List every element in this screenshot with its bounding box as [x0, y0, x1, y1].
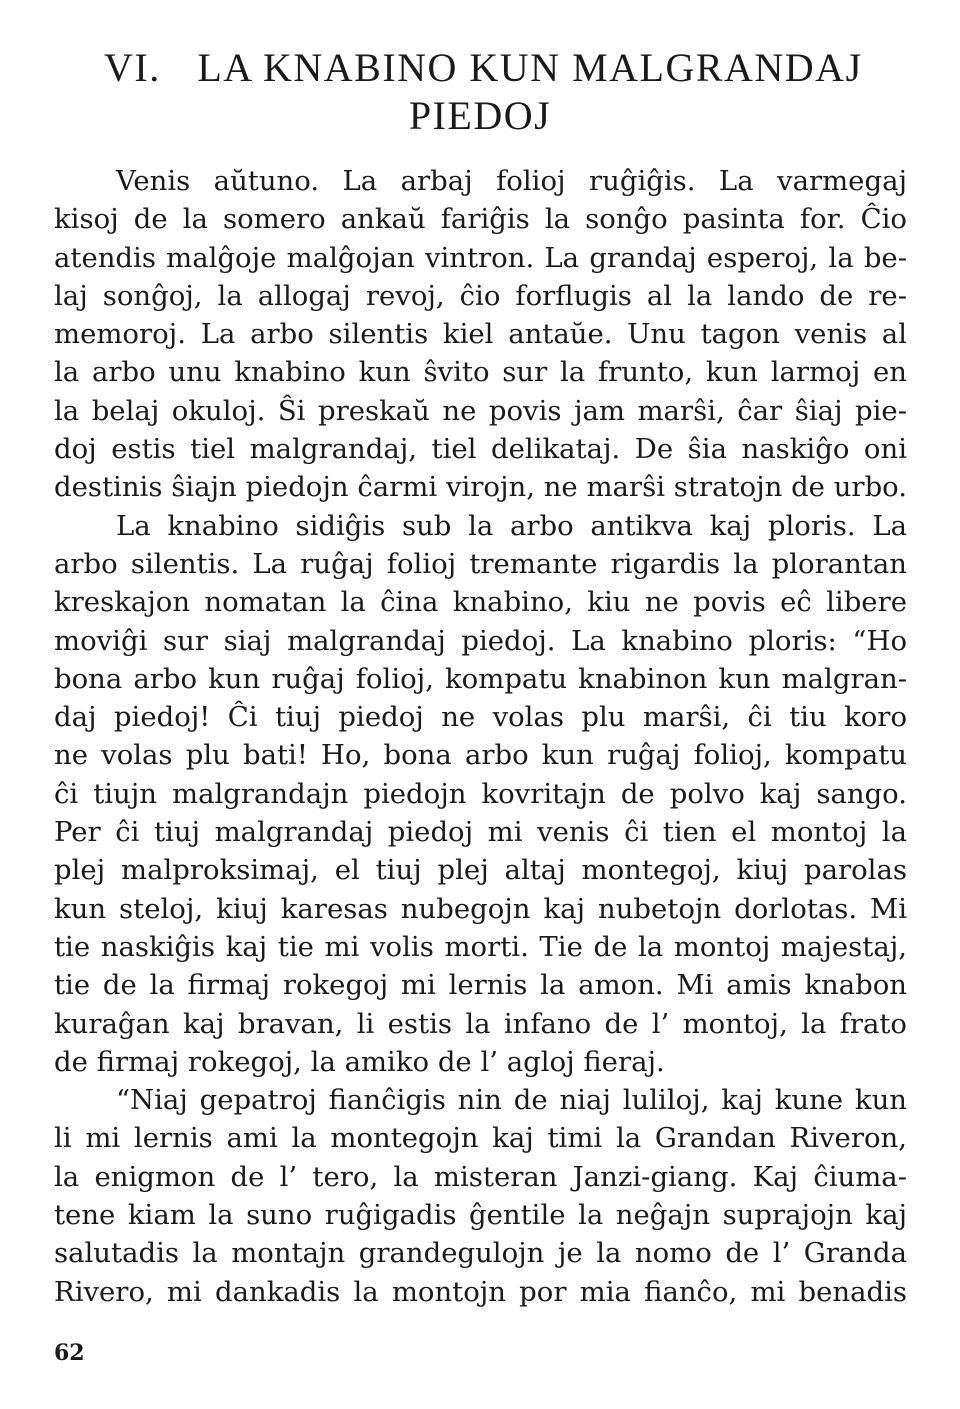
text-line: Rivero, mi dankadis la montojn por mia fianĉo, mi benadis [54, 1275, 907, 1308]
text-line: kisoj de la somero ankaŭ fariĝis la sonĝo pasinta for. Ĉio [54, 203, 907, 236]
text-line: Venis aŭtuno. La arbaj folioj ruĝiĝis. La varmegaj [116, 165, 907, 197]
text-line: kreskajon nomatan la ĉina knabino, kiu ne povis eĉ libere [54, 586, 907, 619]
text-line: plej malproksimaj, el tiuj plej altaj montegoj, kiuj parolas [54, 854, 907, 887]
text-line: “Niaj gepatroj fianĉigis nin de niaj luliloj, kaj kune kun [116, 1084, 907, 1117]
page-number: 62 [54, 1340, 85, 1366]
text-line: doj estis tiel malgrandaj, tiel delikataj. De ŝia naskiĝo oni [54, 433, 907, 466]
text-line: li mi lernis ami la montegojn kaj timi la Grandan Riveron, [54, 1122, 907, 1155]
text-line: salutadis la montajn grandegulojn je la nomo de l’ Granda [54, 1237, 907, 1270]
text-line: La knabino sidiĝis sub la arbo antikva kaj ploris. La [116, 509, 907, 542]
text-line: destinis ŝiajn piedojn ĉarmi virojn, ne marŝi stratojn de urbo. [54, 471, 907, 504]
text-line: de firmaj rokegoj, la amiko de l’ agloj fieraj. [54, 1045, 665, 1078]
text-line: memoroj. La arbo silentis kiel antaŭe. Unu tagon venis al [54, 318, 907, 351]
text-line: tene kiam la suno ruĝigadis ĝentile la neĝajn suprajojn kaj [54, 1199, 907, 1232]
text-line: atendis malĝoje malĝojan vintron. La grandaj esperoj, la be- [54, 241, 907, 274]
text-line: daj piedoj! Ĉi tiuj piedoj ne volas plu marŝi, ĉi tiu koro [54, 701, 907, 734]
body-text [54, 162, 907, 1311]
text-line: kuraĝan kaj bravan, li estis la infano de l’ montoj, la frato [54, 1007, 907, 1040]
text-line: tie de la firmaj rokegoj mi lernis la amon. Mi amis knabon [54, 969, 907, 1002]
chapter-number: VI. [104, 45, 161, 90]
text-line: la enigmon de l’ tero, la misteran Janzi-giang. Kaj ĉiuma- [54, 1160, 907, 1193]
text-line: moviĝi sur siaj malgrandaj piedoj. La knabino ploris: “Ho [54, 624, 907, 657]
text-line: ne volas plu bati! Ho, bona arbo kun ruĝaj folioj, kompatu [54, 739, 907, 772]
text-line: Per ĉi tiuj malgrandaj piedoj mi venis ĉi tien el montoj la [54, 816, 907, 849]
text-line: la arbo unu knabino kun ŝvito sur la frunto, kun larmoj en [54, 356, 907, 389]
text-line: tie naskiĝis kaj tie mi volis morti. Tie de la montoj majestaj, [54, 930, 907, 963]
text-line: arbo silentis. La ruĝaj folioj tremante rigardis la plorantan [54, 547, 907, 580]
text-line: bona arbo kun ruĝaj folioj, kompatu knabinon kun malgran- [54, 662, 907, 695]
text-line: laj sonĝoj, la allogaj revoj, ĉio forflugis al la lando de re- [54, 279, 907, 312]
chapter-title-line-1: LA KNABINO KUN MALGRANDAJ [197, 45, 863, 90]
text-line: ĉi tiujn malgrandajn piedojn kovritajn de polvo kaj sango. [54, 777, 907, 810]
chapter-heading [0, 44, 960, 140]
text-line: la belaj okuloj. Ŝi preskaŭ ne povis jam marŝi, ĉar ŝiaj pie- [54, 394, 907, 427]
chapter-title-line-2: PIEDOJ [408, 93, 552, 138]
text-line: kun steloj, kiuj karesas nubegojn kaj nubetojn dorlotas. Mi [54, 892, 907, 925]
